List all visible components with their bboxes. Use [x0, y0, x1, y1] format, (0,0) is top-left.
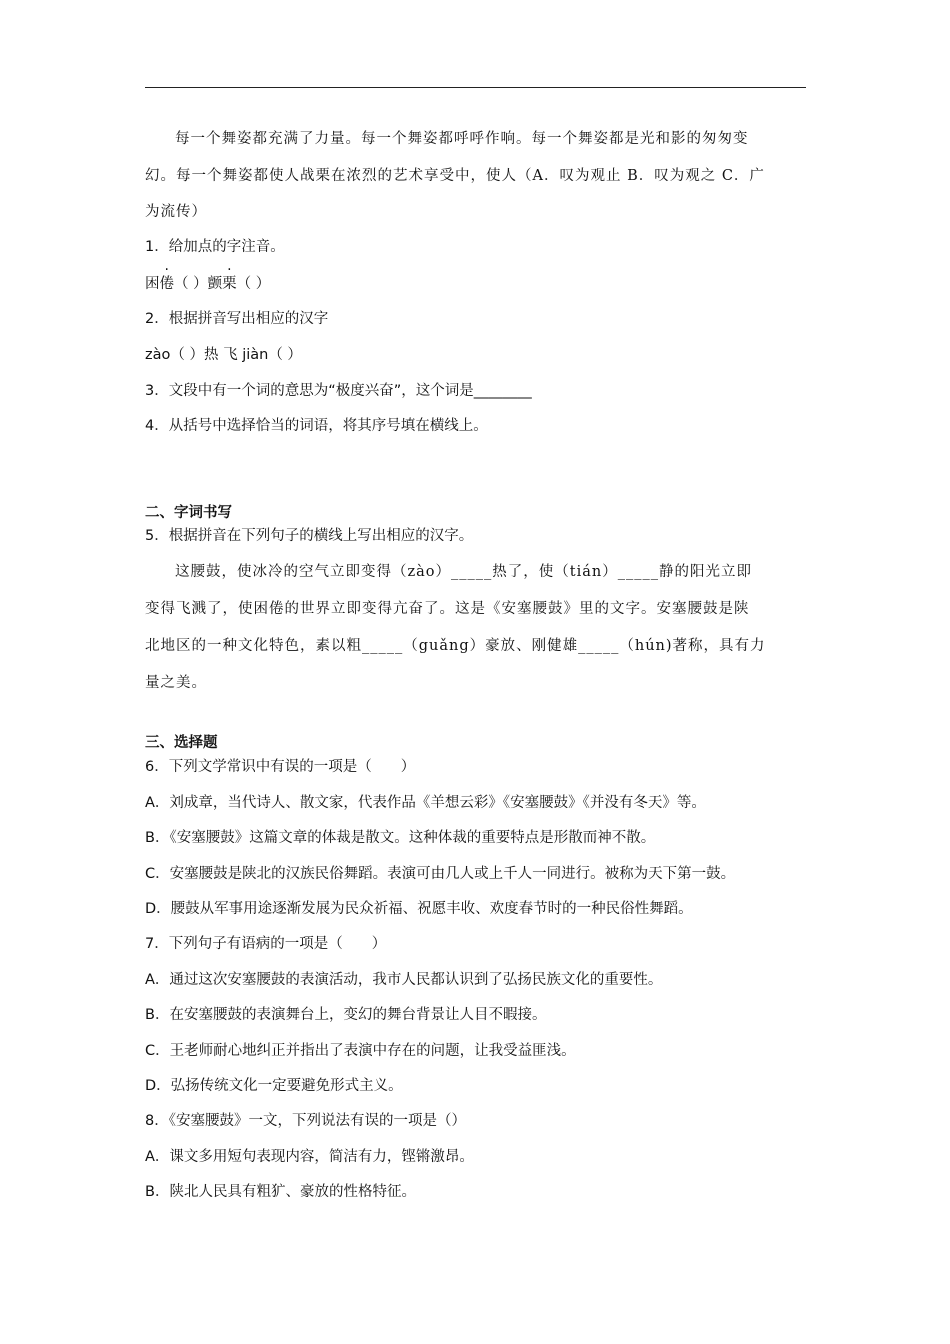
question-5-prompt: 5．根据拼音在下列句子的横线上写出相应的汉字。 — [145, 528, 474, 544]
question-4: 4．从括号中选择恰当的词语，将其序号填在横线上。 — [145, 418, 488, 434]
answer-blank-1[interactable]: （ ） — [174, 276, 208, 292]
q8-option-a[interactable]: A．课文多用短句表现内容，简洁有力，铿锵激昂。 — [145, 1149, 474, 1165]
passage-line-1: 每一个舞姿都充满了力量。每一个舞姿都呼呼作响。每一个舞姿都是光和影的匆匆变 — [175, 131, 749, 147]
q6-option-b[interactable]: B．《安塞腰鼓》这篇文章的体裁是散文。这种体裁的重要特点是形散而神不散。 — [145, 830, 656, 846]
passage-line-3: 为流传） — [145, 204, 207, 220]
q7-option-b[interactable]: B．在安塞腰鼓的表演舞台上，变幻的舞台背景让人目不暇接。 — [145, 1007, 547, 1023]
q5-passage-line-1[interactable]: 这腰鼓，使冰冷的空气立即变得（zào）_____热了，使（tián）_____静的阳光立即 — [175, 564, 752, 580]
question-3[interactable]: 3．文段中有一个词的意思为“极度兴奋”，这个词是________ — [145, 383, 532, 399]
question-7-stem: 7．下列句子有语病的一项是（ ） — [145, 936, 387, 952]
passage-line-2: 幻。每一个舞姿都使人战栗在浓烈的艺术享受中，使人（A．叹为观止 B．叹为观之 C．广 — [145, 168, 765, 184]
q5-passage-line-3[interactable]: 北地区的一种文化特色，素以粗_____（guǎng）豪放、刚健雄_____（hún)著称，具有力 — [145, 638, 766, 654]
q5-passage-line-4: 量之美。 — [145, 675, 207, 691]
dotted-char-1: 倦 — [159, 276, 174, 292]
q6-option-c[interactable]: C．安塞腰鼓是陕北的汉族民俗舞蹈。表演可由几人或上千人一同进行。被称为天下第一鼓。 — [145, 866, 736, 882]
q7-option-d[interactable]: D．弘扬传统文化一定要避免形式主义。 — [145, 1078, 403, 1094]
q8-option-b[interactable]: B．陕北人民具有粗犷、豪放的性格特征。 — [145, 1184, 416, 1200]
question-8-stem: 8．《安塞腰鼓》一文，下列说法有误的一项是（） — [145, 1113, 466, 1129]
question-2-answer-line[interactable]: zào（ ）热 飞 jiàn（ ） — [145, 347, 302, 363]
q6-option-d[interactable]: D．腰鼓从军事用途逐渐发展为民众祈福、祝愿丰收、欢度春节时的一种民俗性舞蹈。 — [145, 901, 693, 917]
question-6-stem: 6．下列文学常识中有误的一项是（ ） — [145, 759, 416, 775]
q7-option-a[interactable]: A．通过这次安塞腰鼓的表演活动，我市人民都认识到了弘扬民族文化的重要性。 — [145, 972, 663, 988]
question-1-words: 困倦（ ）颤栗（ ） — [145, 276, 271, 292]
answer-blank-2[interactable]: （ ） — [236, 276, 271, 292]
q5-passage-line-2: 变得飞溅了，使困倦的世界立即变得亢奋了。这是《安塞腰鼓》里的文字。安塞腰鼓是陕 — [145, 601, 750, 617]
q7-option-c[interactable]: C．王老师耐心地纠正并指出了表演中存在的问题，让我受益匪浅。 — [145, 1043, 576, 1059]
q6-option-a[interactable]: A．刘成章，当代诗人、散文家，代表作品《羊想云彩》《安塞腰鼓》《并没有冬天》等。 — [145, 795, 706, 811]
question-1-prompt: 1．给加点的字注音。 — [145, 239, 285, 255]
dotted-char-2: 栗 — [222, 276, 237, 292]
section-3-title: 三、选择题 — [145, 735, 218, 751]
section-2-title: 二、字词书写 — [145, 505, 232, 521]
question-2-prompt: 2．根据拼音写出相应的汉字 — [145, 311, 329, 327]
header-rule — [145, 87, 806, 88]
